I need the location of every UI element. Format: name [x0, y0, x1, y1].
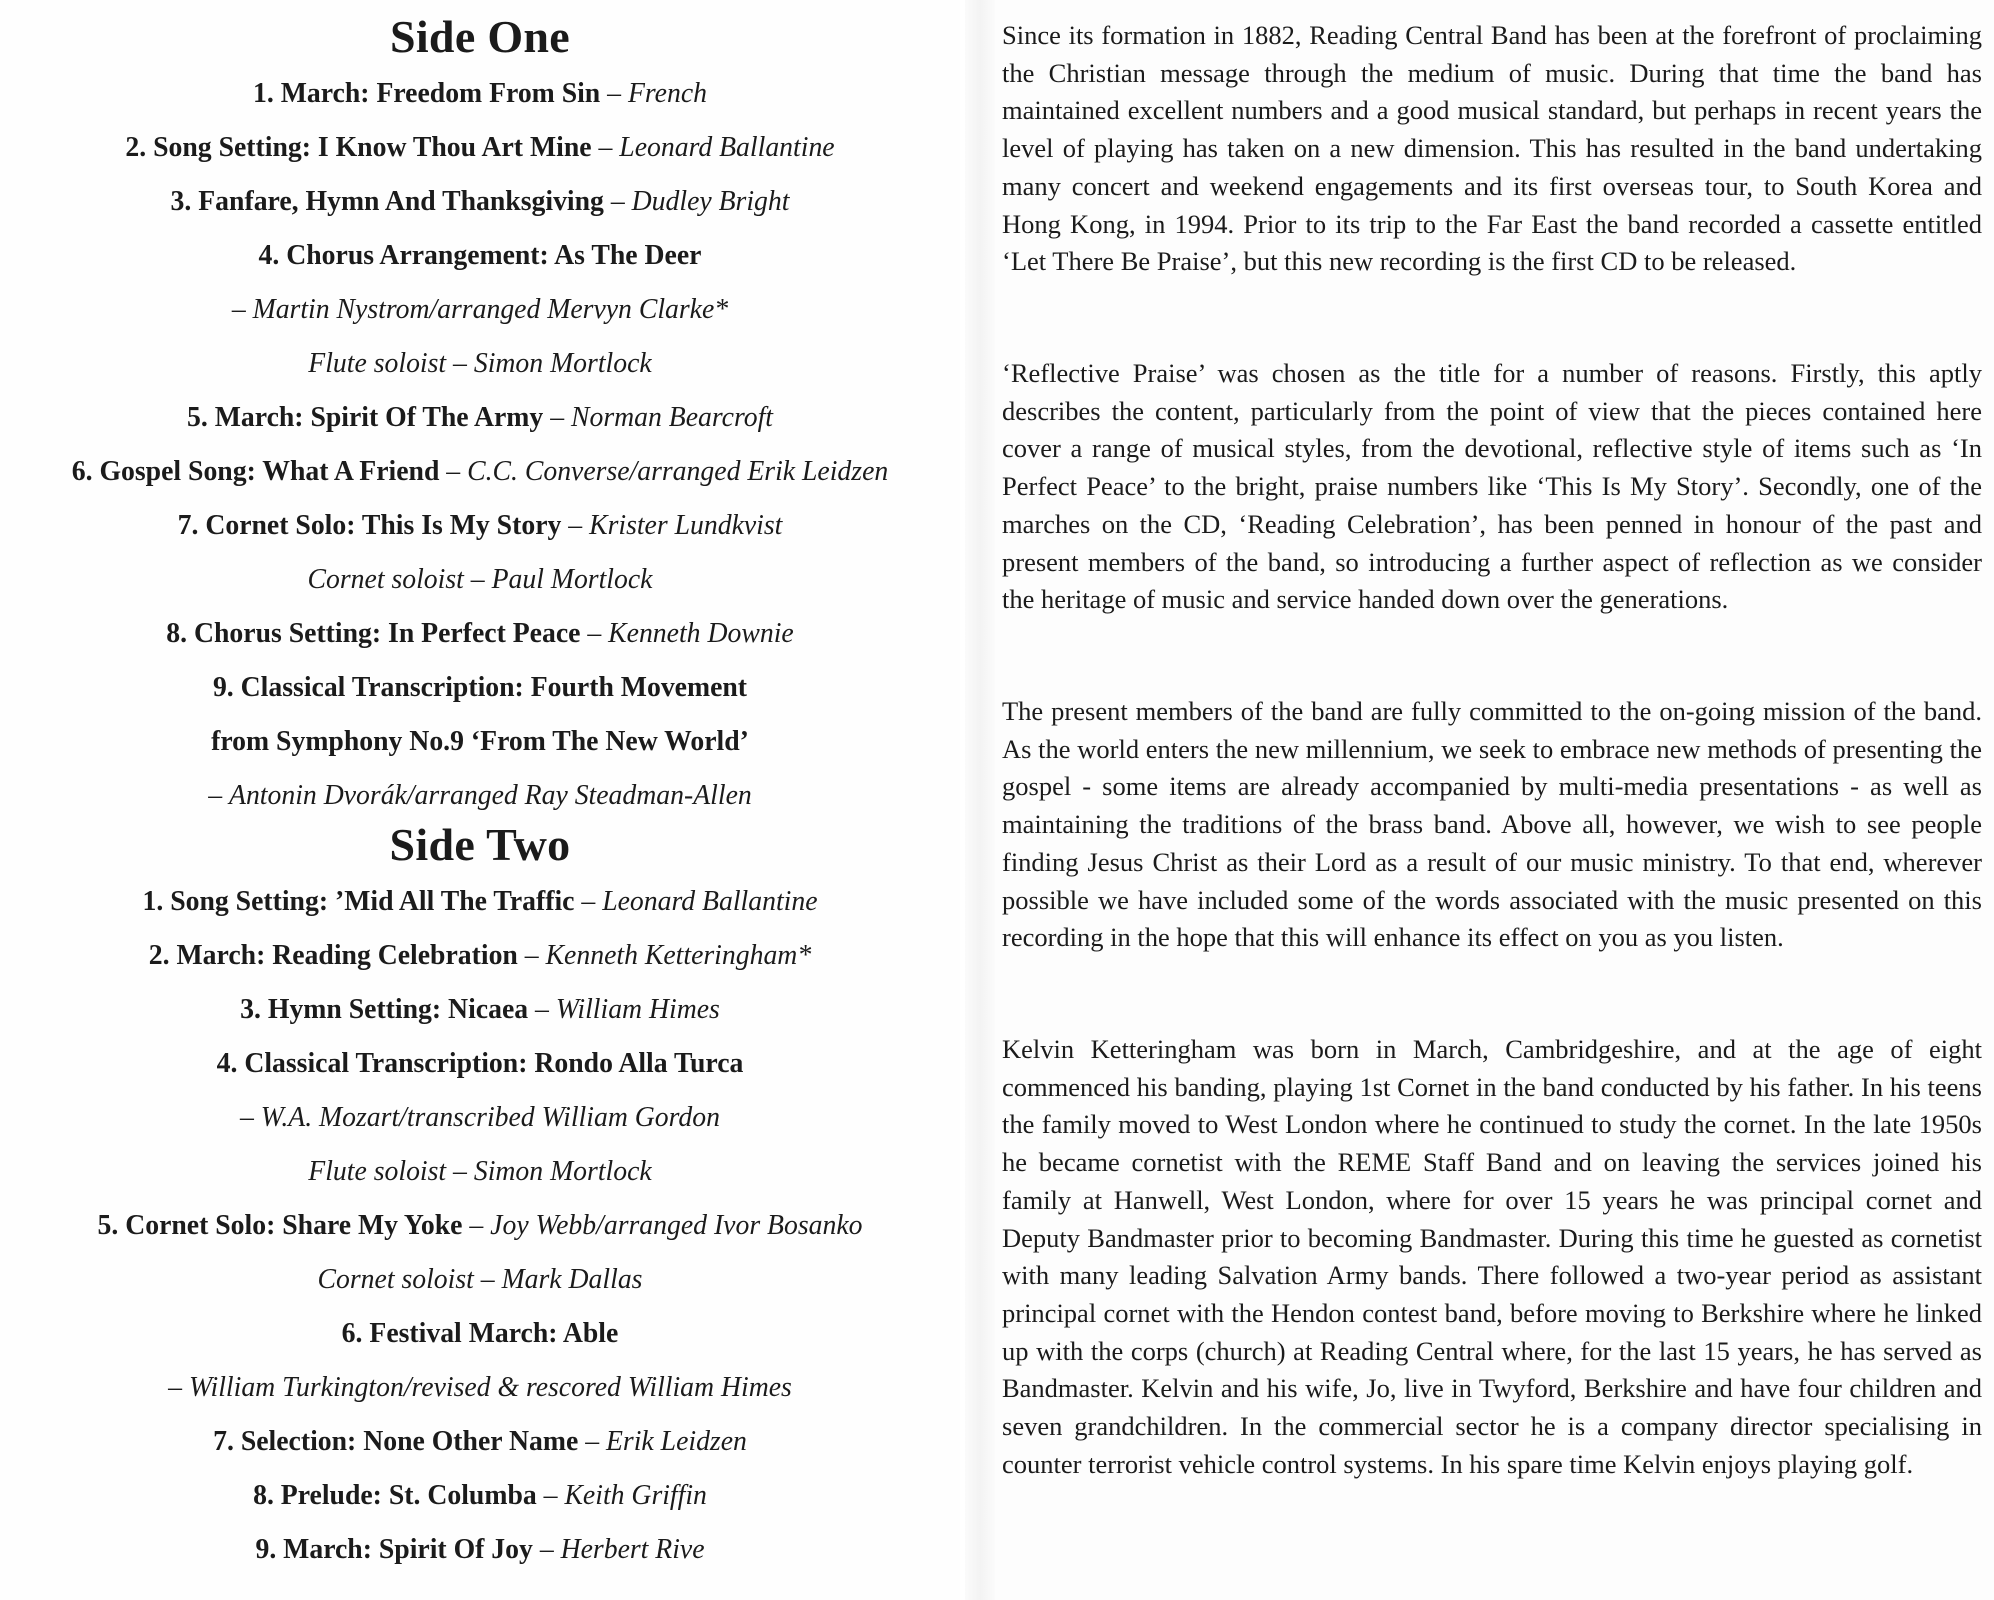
track-credit: Cornet soloist – Paul Mortlock — [307, 564, 653, 595]
track-separator: – — [517, 940, 546, 971]
side-two-line-2 — [5, 938, 955, 974]
track-title: 7. Selection: None Other Name — [213, 1426, 579, 1457]
track-credit: Martin Nystrom/arranged Mervyn Clarke* — [252, 294, 729, 325]
track-credit: French — [627, 78, 707, 109]
side-one-line-11 — [5, 616, 955, 652]
track-credit: Dudley Bright — [631, 186, 790, 217]
track-separator: – — [528, 994, 556, 1025]
side-two-line-1 — [5, 884, 955, 920]
track-credit: Cornet soloist – Mark Dallas — [317, 1264, 643, 1295]
track-title: 9. Classical Transcription: Fourth Movement — [212, 672, 748, 703]
track-credit: Flute soloist – Simon Mortlock — [308, 348, 652, 379]
track-separator: – — [543, 402, 571, 433]
side-two-heading: Side Two — [389, 819, 571, 870]
track-separator: – — [561, 510, 590, 541]
track-title: 4. Chorus Arrangement: As The Deer — [258, 240, 702, 271]
track-title: 5. Cornet Solo: Share My Yoke — [97, 1210, 463, 1241]
track-separator: – — [532, 1534, 561, 1565]
track-title: 4. Classical Transcription: Rondo Alla Turca — [216, 1048, 744, 1079]
track-title: 8. Chorus Setting: In Perfect Peace — [166, 618, 581, 649]
page-gutter — [965, 0, 995, 1600]
side-one-line-6 — [5, 346, 955, 382]
track-title: 6. Gospel Song: What A Friend — [71, 456, 440, 487]
track-credit: Krister Lundkvist — [589, 510, 783, 541]
side-one-line-14 — [5, 778, 955, 814]
track-separator: – — [439, 456, 468, 487]
track-title: from Symphony No.9 ‘From The New World’ — [211, 726, 749, 757]
track-credit: William Turkington/revised & rescored William Himes — [188, 1372, 792, 1403]
side-one-line-13 — [5, 724, 955, 760]
notes-paragraph-title: ‘Reflective Praise’ was chosen as the title for a number of reasons. Firstly, this aptly describes the content, particularly from the point of view that the pieces contained here cover a range of musical styles, from the devotional, reflective style of items such as ‘In Perfect Peace’ to the bright, praise numbers like ‘This Is My Story’. Secondly, one of the marches on the CD, ‘Reading Celebration’, has been penned in honour of the past and present members of the band, so introducing a further aspect of reflection as we consider the heritage of music and service handed down over the generations. — [1002, 358, 1982, 615]
side-two-line-8 — [5, 1262, 955, 1298]
track-credit: Leonard Ballantine — [619, 132, 835, 163]
side-one-line-7 — [5, 400, 955, 436]
track-title: 8. Prelude: St. Columba — [253, 1480, 537, 1511]
notes-paragraph-history: Since its formation in 1882, Reading Central Band has been at the forefront of proclaiming the Christian message through the medium of music. During that time the band has maintained excellent numbers and a good musical standard, but perhaps in recent years the level of playing has taken on a new dimension. This has resulted in the band undertaking many concert and weekend engagements and its first overseas tour, to South Korea and Hong Kong, in 1994. Prior to its trip to the Far East the band recorded a cassette entitled ‘Let There Be Praise’, but this new recording is the first CD to be released. — [1002, 20, 1982, 277]
track-credit: Herbert Rive — [560, 1534, 705, 1565]
side-one-line-5 — [5, 292, 955, 328]
track-separator: – — [580, 618, 609, 649]
track-credit: Antonin Dvorák/arranged Ray Steadman-Allen — [229, 780, 752, 811]
track-credit: Kenneth Ketteringham* — [545, 940, 812, 971]
track-separator: – — [462, 1210, 491, 1241]
track-separator: – — [208, 780, 230, 811]
track-separator: – — [600, 78, 628, 109]
track-separator: – — [231, 294, 253, 325]
side-two-line-5 — [5, 1100, 955, 1136]
side-one-line-12 — [5, 670, 955, 706]
track-title: 2. March: Reading Celebration — [148, 940, 518, 971]
notes-paragraph-bandmaster: Kelvin Ketteringham was born in March, Cambridgeshire, and at the age of eight commenced his banding, playing 1st Cornet in the band conducted by his father. In his teens the family moved to West London where he continued to study the cornet. In the late 1950s he became cornetist with the REME Staff Band and on leaving the services joined his family at Hanwell, West London, where for over 15 years he was principal cornet and Deputy Bandmaster prior to becoming Bandmaster. During this time he guested as cornetist with many leading Salvation Army bands. There followed a two-year period as assistant principal cornet with the Hendon contest band, before moving to Berkshire where he linked up with the corps (church) at Reading Central where, for the last 15 years, he has served as Bandmaster. Kelvin and his wife, Jo, live in Twyford, Berkshire and have four children and seven grandchildren. In the commercial sector he is a company director specialising in counter terrorist vehicle control systems. In his spare time Kelvin enjoys playing golf. — [1002, 1034, 1982, 1479]
side-one-line-1 — [5, 76, 955, 112]
track-title: 2. Song Setting: I Know Thou Art Mine — [125, 132, 592, 163]
track-credit: Norman Bearcroft — [570, 402, 773, 433]
track-credit: Erik Leidzen — [605, 1426, 747, 1457]
side-two-line-12 — [5, 1478, 955, 1514]
track-credit: Joy Webb/arranged Ivor Bosanko — [490, 1210, 863, 1241]
track-separator: – — [574, 886, 603, 917]
side-one-line-2 — [5, 130, 955, 166]
track-credit: Kenneth Downie — [608, 618, 794, 649]
track-separator: – — [603, 186, 632, 217]
side-two-line-9 — [5, 1316, 955, 1352]
track-title: 3. Fanfare, Hymn And Thanksgiving — [170, 186, 604, 217]
track-title: 1. Song Setting: ’Mid All The Traffic — [142, 886, 575, 917]
track-separator: – — [168, 1372, 189, 1403]
track-credit: Keith Griffin — [564, 1480, 707, 1511]
track-title: 7. Cornet Solo: This Is My Story — [177, 510, 562, 541]
track-title: 1. March: Freedom From Sin — [253, 78, 601, 109]
track-separator: – — [591, 132, 620, 163]
side-one-line-8 — [5, 454, 955, 490]
track-title: 5. March: Spirit Of The Army — [187, 402, 544, 433]
notes-paragraph-mission: The present members of the band are fully committed to the on-going mission of the band. As the world enters the new millennium, we seek to embrace new methods of presenting the gospel - some items are already accompanied by multi-media presentations - as well as maintaining the traditions of the brass band. Above all, however, we wish to see people finding Jesus Christ as their Lord as a result of our music ministry. To that end, wherever possible we have included some of the words associated with the music presented on this recording in the hope that this will enhance its effect on you as you listen. — [1002, 696, 1982, 953]
track-credit: Flute soloist – Simon Mortlock — [308, 1156, 652, 1187]
track-title: 9. March: Spirit Of Joy — [255, 1534, 533, 1565]
track-separator: – — [578, 1426, 606, 1457]
side-one-line-10 — [5, 562, 955, 598]
side-two-line-11 — [5, 1424, 955, 1460]
track-credit: Leonard Ballantine — [602, 886, 818, 917]
side-one-line-9 — [5, 508, 955, 544]
side-two-line-6 — [5, 1154, 955, 1190]
side-two-line-7 — [5, 1208, 955, 1244]
track-credit: W.A. Mozart/transcribed William Gordon — [260, 1102, 720, 1133]
side-two-line-4 — [5, 1046, 955, 1082]
track-separator: – — [536, 1480, 565, 1511]
side-two-line-3 — [5, 992, 955, 1028]
track-credit: C.C. Converse/arranged Erik Leidzen — [467, 456, 889, 487]
track-separator: – — [240, 1102, 261, 1133]
side-one-line-3 — [5, 184, 955, 220]
track-credit: William Himes — [555, 994, 720, 1025]
side-two-line-13 — [5, 1532, 955, 1568]
track-title: 6. Festival March: Able — [341, 1318, 619, 1349]
side-one-heading: Side One — [389, 11, 571, 62]
side-two-line-10 — [5, 1370, 955, 1406]
side-one-line-4 — [5, 238, 955, 274]
track-title: 3. Hymn Setting: Nicaea — [240, 994, 529, 1025]
